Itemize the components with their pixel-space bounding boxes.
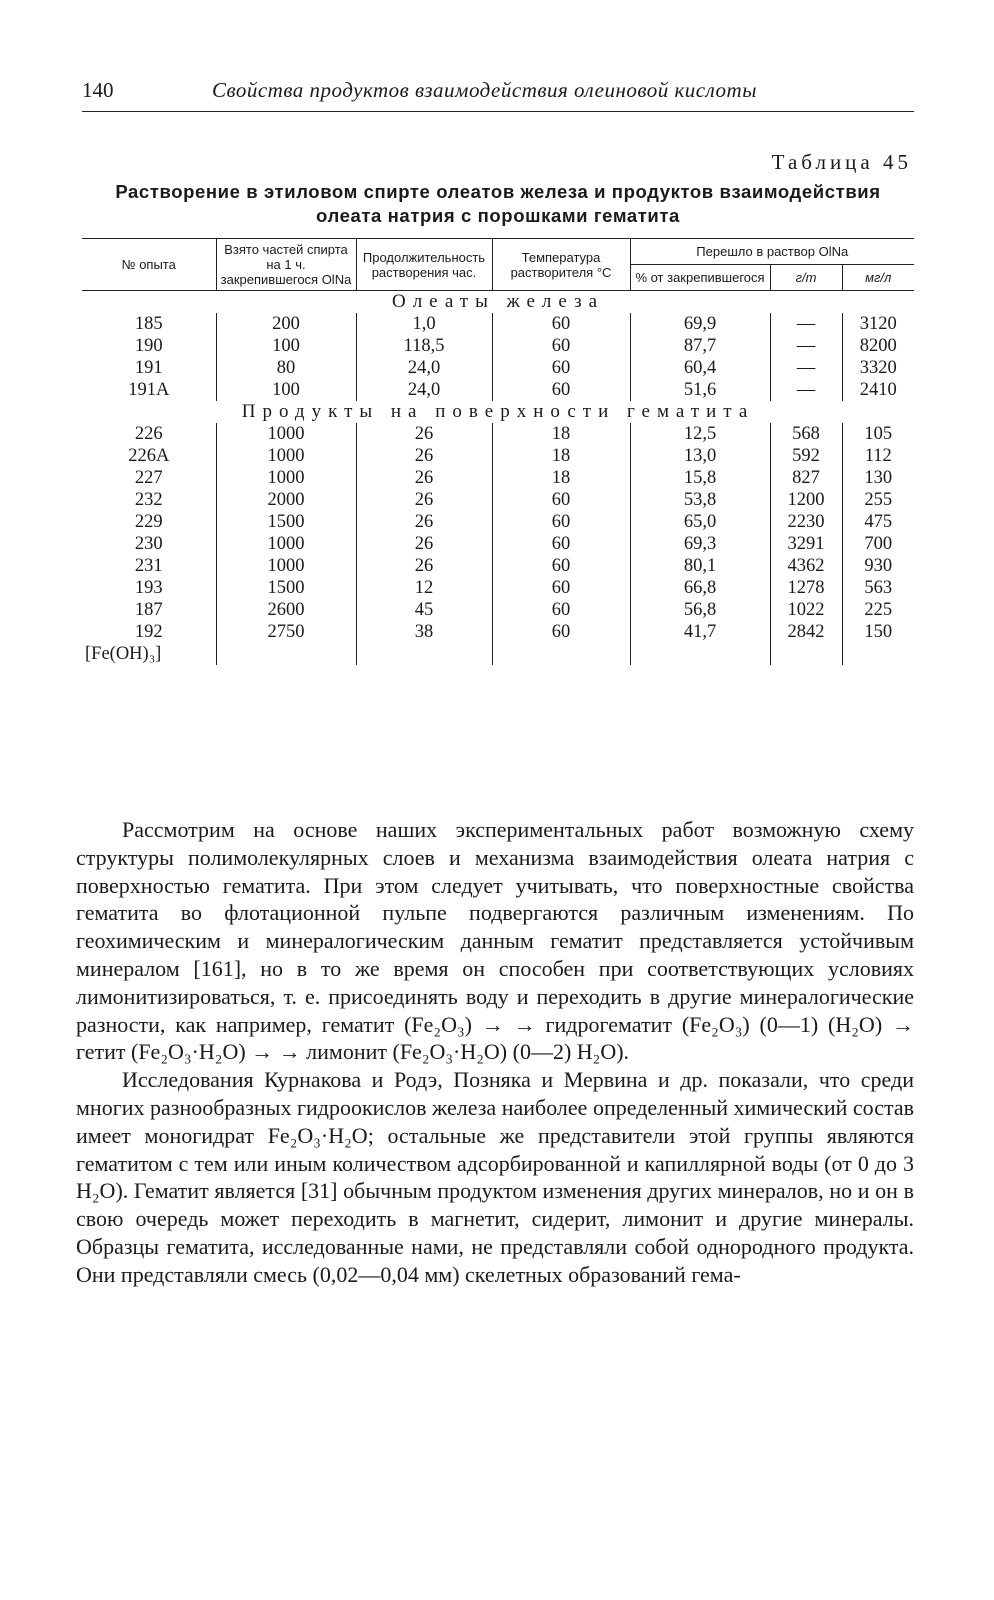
table-cell: — — [770, 379, 842, 401]
table-cell: 66,8 — [630, 577, 770, 599]
table-cell: 1000 — [216, 533, 356, 555]
table-cell: 191А — [128, 380, 170, 400]
table-cell: 2750 — [216, 621, 356, 643]
table-row — [82, 467, 914, 489]
table-cell: 60 — [492, 621, 630, 643]
table-cell: 60,4 — [630, 357, 770, 379]
table-cell: 60 — [492, 511, 630, 533]
table-cell: 45 — [356, 599, 492, 621]
table-row — [82, 489, 914, 511]
col-experiment-header: № опыта — [82, 239, 216, 291]
table-cell: 80,1 — [630, 555, 770, 577]
section-title: Олеаты железа — [391, 291, 605, 312]
table-cell: 60 — [492, 357, 630, 379]
table-cell: 65,0 — [630, 511, 770, 533]
table-cell: — — [770, 335, 842, 357]
table-cell: 100 — [216, 379, 356, 401]
header-rule — [82, 111, 914, 112]
col-g-per-t-header: г/т — [770, 265, 842, 291]
table-cell: 69,3 — [630, 533, 770, 555]
body-text — [76, 816, 914, 1289]
table-cell: 3291 — [770, 533, 842, 555]
table-row — [82, 533, 914, 555]
table-cell: 827 — [770, 467, 842, 489]
table-cell: 1,0 — [356, 313, 492, 335]
table-cell: 1200 — [770, 489, 842, 511]
table-cell: 1022 — [770, 599, 842, 621]
page-number: 140 — [82, 78, 114, 102]
table-cell — [842, 643, 914, 665]
table-cell: 60 — [492, 379, 630, 401]
table-cell: 18 — [492, 445, 630, 467]
paragraph: Исследования Курнакова и Родэ, Позняка и Мервина и др. показали, что среди многих разнообразных гидроокислов железа наиболее определенный химический состав имеет моногидрат Fe₂O₃·H₂O; остальные же представители этой группы являются гематитом с тем или иным количеством адсорбированной и капиллярной воды (от 0 до 3 H₂O). Гематит является [31] обычным продуктом изменения других минералов, но и он в свою очередь может переходить в магнетит, сидерит, лимонит и другие минералы. Образцы гематита, исследованные нами, не представляли собой однородного продукта. Они представляли смесь (0,02—0,04 мм) скелетных образований гема- — [76, 1067, 914, 1287]
table-cell: 1500 — [216, 511, 356, 533]
table-cell: 112 — [842, 445, 914, 467]
table-cell: 193 — [134, 578, 163, 598]
table-row — [82, 357, 914, 379]
col-temperature-header: Температура растворителя °C — [492, 239, 630, 291]
table-cell: 60 — [492, 335, 630, 357]
table-cell — [356, 643, 492, 665]
footer-label: [Fe(OH)₃] — [85, 644, 162, 664]
page-header — [82, 78, 914, 118]
table-cell: 56,8 — [630, 599, 770, 621]
table-cell: 568 — [770, 423, 842, 445]
table-cell: 24,0 — [356, 379, 492, 401]
table-cell: 255 — [842, 489, 914, 511]
table-cell: — — [770, 357, 842, 379]
col-duration-header: Продолжительность растворения час. — [356, 239, 492, 291]
table-cell: 229 — [134, 512, 163, 532]
table-cell: 1500 — [216, 577, 356, 599]
table-cell: 231 — [134, 556, 163, 576]
table-cell: 190 — [134, 336, 163, 356]
table-row — [82, 423, 914, 445]
col-parts-header: Взято частей спирта на 1 ч. закрепившегося OlNa — [216, 239, 356, 291]
table-cell: 8200 — [842, 335, 914, 357]
table-cell: 118,5 — [356, 335, 492, 357]
table-cell: 60 — [492, 599, 630, 621]
table-cell: 15,8 — [630, 467, 770, 489]
table-cell: 24,0 — [356, 357, 492, 379]
table-cell: 226А — [128, 446, 170, 466]
table-cell: 60 — [492, 313, 630, 335]
col-mg-per-l-header: мг/л — [842, 265, 914, 291]
table-cell: 700 — [842, 533, 914, 555]
table-cell: 100 — [216, 335, 356, 357]
table-row — [82, 511, 914, 533]
section-title: Продукты на поверхности гематита — [241, 401, 755, 422]
paragraph: Рассмотрим на основе наших экспериментальных работ возможную схему структуры полимолекулярных слоев и механизма взаимодействия олеата натрия с поверхностью гематита. При этом следует учитывать, что поверхностные свойства гематита во флотационной пульпе подвергаются различным изменениям. По геохимическим и минералогическим данным гематит представляется устойчивым минералом [161], но в то же время он способен при соответствующих условиях лимонитизироваться, т. е. присоединять воду и переходить в другие минералогические разности, как например, гематит (Fe₂O₃) → → гидрогематит (Fe₂O₃) (0—1) (H₂O) → гетит (Fe₂O₃·H₂O) → → лимонит (Fe₂O₃·H₂O) (0—2) H₂O). — [76, 817, 914, 1065]
table-cell: 3320 — [842, 357, 914, 379]
table-cell: 2410 — [842, 379, 914, 401]
table-cell: 1000 — [216, 423, 356, 445]
table-cell: 130 — [842, 467, 914, 489]
table-cell: 60 — [492, 555, 630, 577]
table-cell: 150 — [842, 621, 914, 643]
table-cell: 60 — [492, 533, 630, 555]
table-row — [82, 379, 914, 401]
table-row — [82, 577, 914, 599]
table-cell: 2600 — [216, 599, 356, 621]
table-row — [82, 555, 914, 577]
table-cell: 1278 — [770, 577, 842, 599]
table-cell: 192 — [134, 622, 163, 642]
table-cell: 200 — [216, 313, 356, 335]
table-cell: 4362 — [770, 555, 842, 577]
table-cell: 1000 — [216, 555, 356, 577]
table-cell: 187 — [134, 600, 163, 620]
table-cell: 592 — [770, 445, 842, 467]
table-cell: 185 — [134, 314, 163, 334]
table-cell: 13,0 — [630, 445, 770, 467]
table-cell: 2230 — [770, 511, 842, 533]
table-row — [82, 643, 914, 665]
table-cell: 26 — [356, 489, 492, 511]
data-table — [82, 238, 914, 665]
table-cell: 60 — [492, 577, 630, 599]
table-row — [82, 335, 914, 357]
table-cell: 225 — [842, 599, 914, 621]
table-cell — [216, 643, 356, 665]
table-cell: 2000 — [216, 489, 356, 511]
table-cell: 53,8 — [630, 489, 770, 511]
section-row — [82, 291, 914, 314]
table-cell: 232 — [134, 490, 163, 510]
table-cell: 12 — [356, 577, 492, 599]
section-row — [82, 401, 914, 423]
table-cell: 475 — [842, 511, 914, 533]
col-percent-header: % от закрепившегося — [630, 265, 770, 291]
table-row — [82, 445, 914, 467]
table-cell: 18 — [492, 423, 630, 445]
table-cell: 26 — [356, 555, 492, 577]
table-cell: 227 — [134, 468, 163, 488]
table-cell: 60 — [492, 489, 630, 511]
table-cell: 26 — [356, 423, 492, 445]
table-cell: 2842 — [770, 621, 842, 643]
table-cell — [770, 643, 842, 665]
table-cell: 12,5 — [630, 423, 770, 445]
table-cell: 26 — [356, 533, 492, 555]
table-row — [82, 599, 914, 621]
table-row — [82, 621, 914, 643]
table-cell: 18 — [492, 467, 630, 489]
table-label: Таблица 45 — [771, 150, 912, 174]
table-cell: 1000 — [216, 445, 356, 467]
running-title: Свойства продуктов взаимодействия олеиновой кислоты — [212, 78, 757, 102]
table-cell — [630, 643, 770, 665]
table-cell: 191 — [134, 358, 163, 378]
table-cell: 26 — [356, 445, 492, 467]
table-cell: 38 — [356, 621, 492, 643]
table-cell — [492, 643, 630, 665]
table-cell: — — [770, 313, 842, 335]
table-cell: 105 — [842, 423, 914, 445]
table-cell: 41,7 — [630, 621, 770, 643]
table-cell: 930 — [842, 555, 914, 577]
col-group-header: Перешло в раствор OlNa — [630, 239, 914, 265]
table-cell: 230 — [134, 534, 163, 554]
table-cell: 26 — [356, 511, 492, 533]
table-cell: 26 — [356, 467, 492, 489]
table-cell: 226 — [134, 424, 163, 444]
table-cell: 87,7 — [630, 335, 770, 357]
table-cell: 51,6 — [630, 379, 770, 401]
table-caption: Растворение в этиловом спирте олеатов железа и продуктов взаимодействия олеата натрия с порошками гематита — [115, 181, 881, 226]
table-cell: 1000 — [216, 467, 356, 489]
table-cell: 563 — [842, 577, 914, 599]
table-cell: 3120 — [842, 313, 914, 335]
table-row — [82, 313, 914, 335]
table-cell: 69,9 — [630, 313, 770, 335]
table-cell: 80 — [216, 357, 356, 379]
